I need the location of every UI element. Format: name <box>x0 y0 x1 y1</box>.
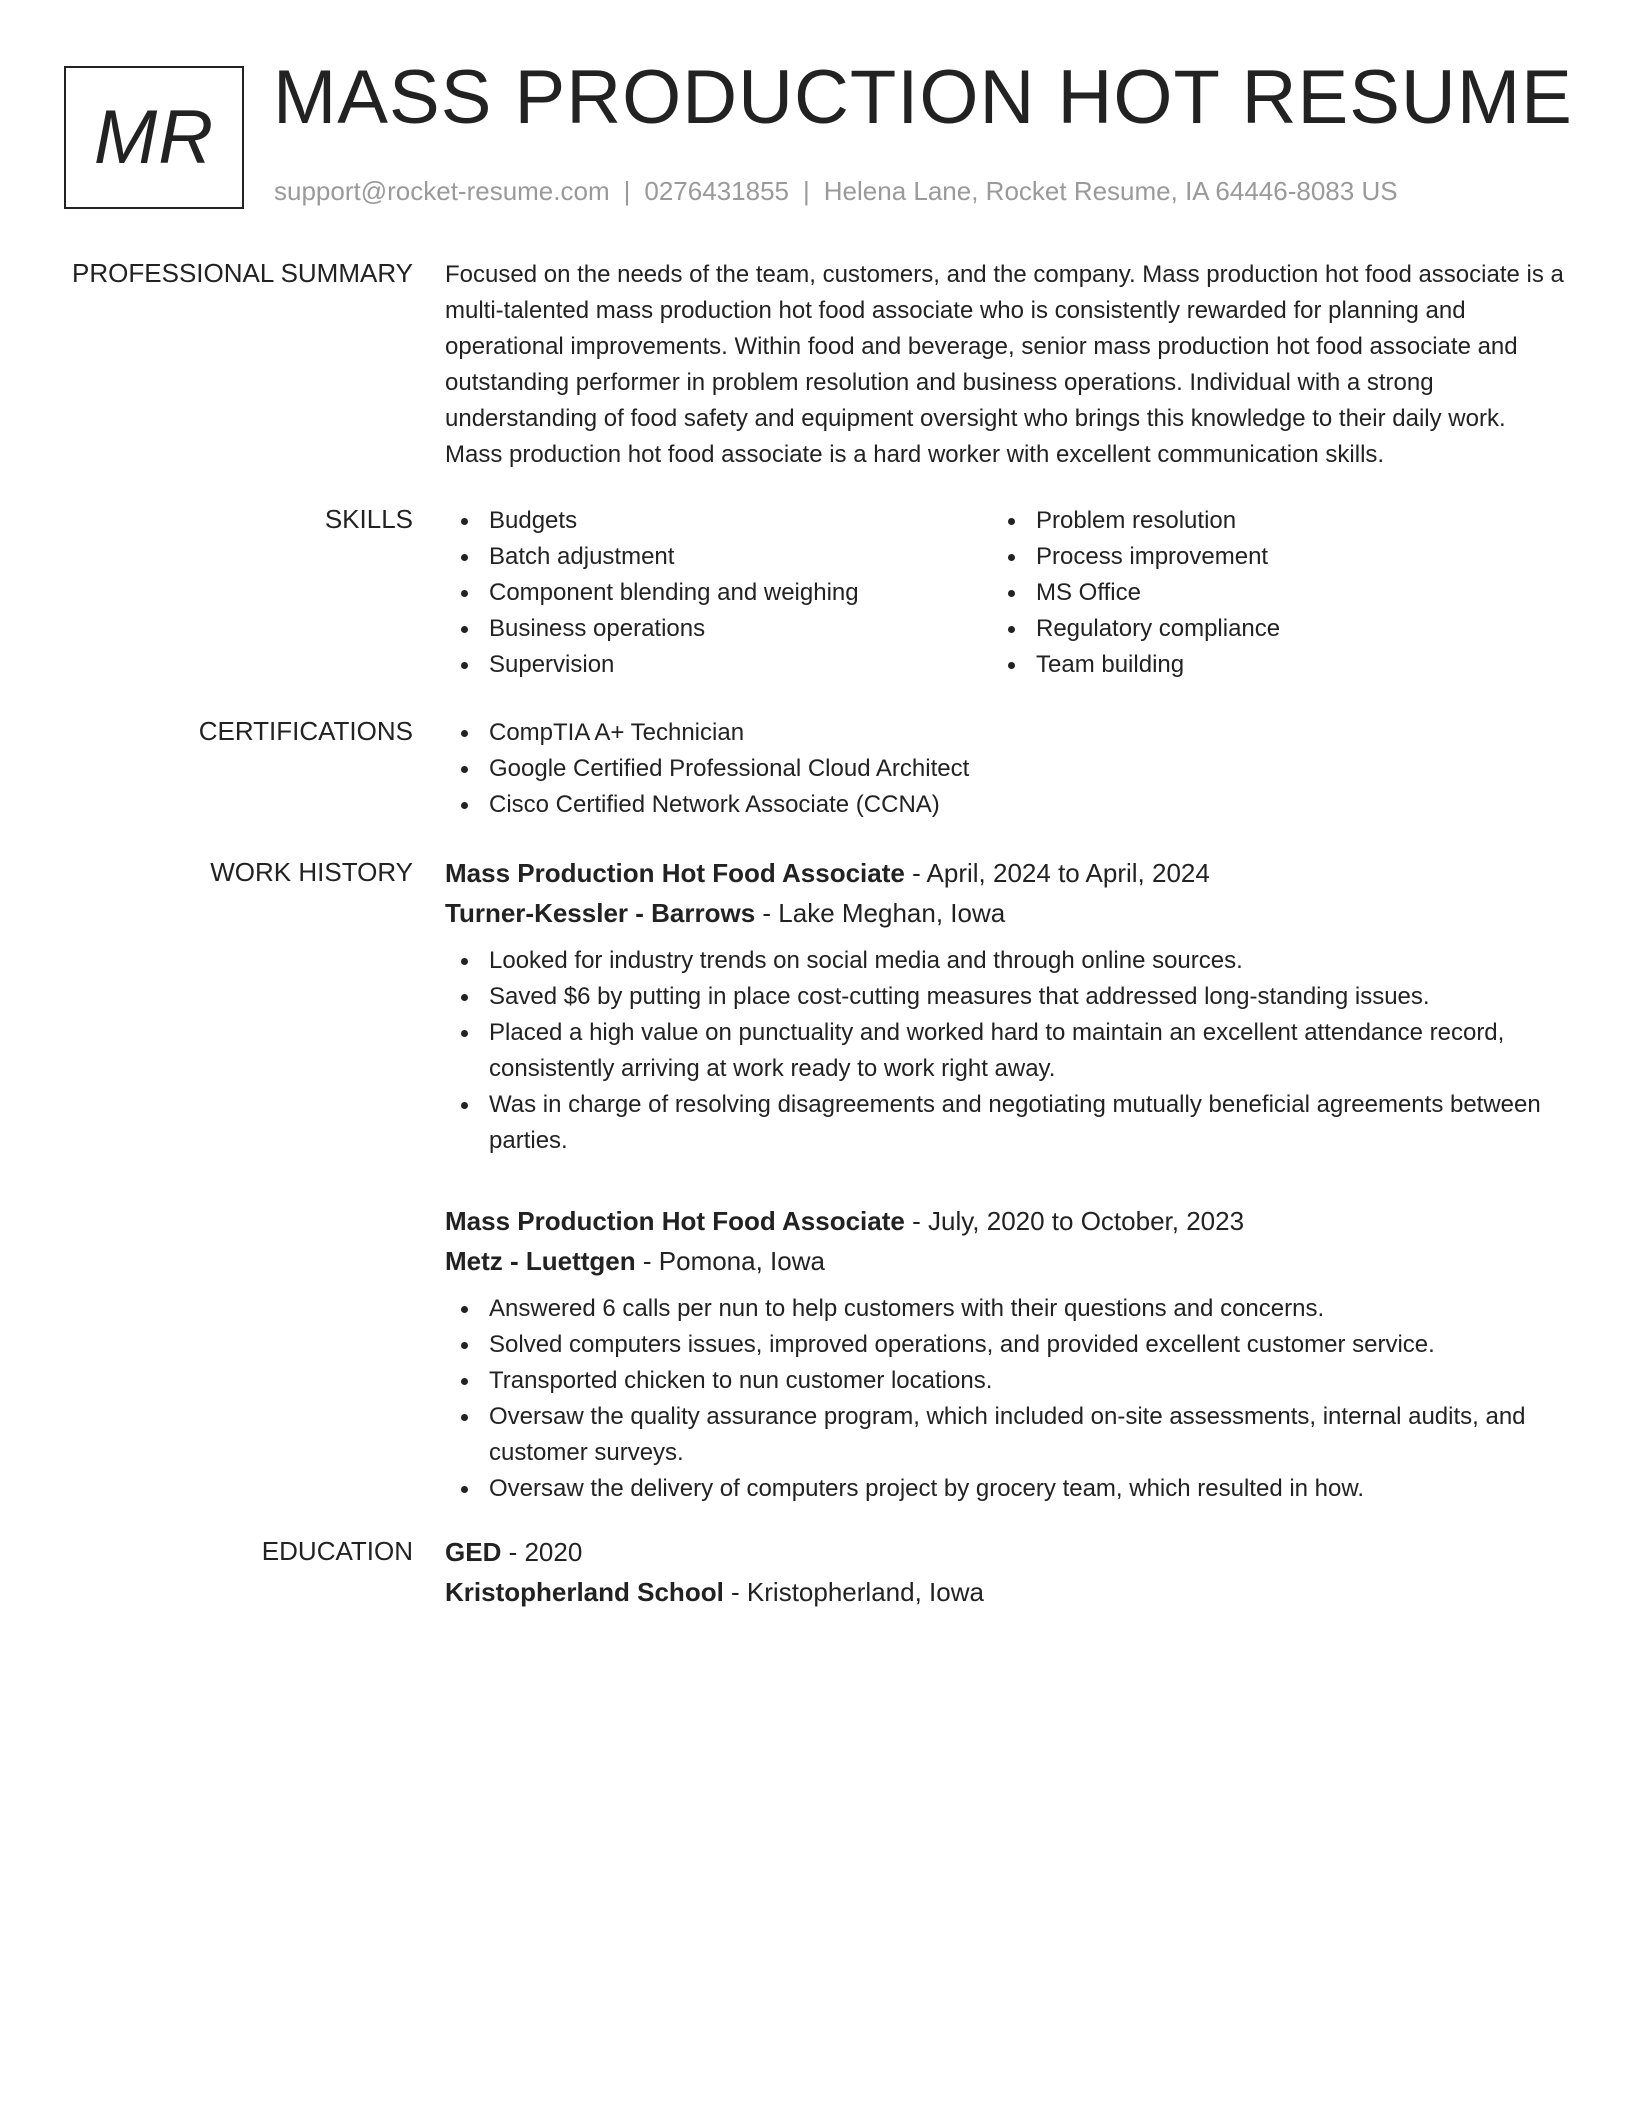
job-title: Mass Production Hot Food Associate <box>445 858 905 888</box>
work-history-body <box>445 853 1565 1507</box>
certification-item: Google Certified Professional Cloud Architect <box>445 751 1565 787</box>
job-dates: - July, 2020 to October, 2023 <box>904 1206 1245 1236</box>
certification-item: CompTIA A+ Technician <box>445 715 1565 751</box>
certification-item: Cisco Certified Network Associate (CCNA) <box>445 787 1565 823</box>
job-title: Mass Production Hot Food Associate <box>445 1206 905 1236</box>
job-entry <box>445 1201 1565 1507</box>
contact-phone: 0276431855 <box>644 176 789 206</box>
job-company: Metz - Luettgen <box>445 1246 636 1276</box>
job-bullet: Oversaw the delivery of computers project by grocery team, which resulted in how. <box>445 1471 1565 1507</box>
job-location: - Pomona, Iowa <box>635 1246 825 1276</box>
skill-item: Batch adjustment <box>445 539 992 575</box>
contact-email: support@rocket-resume.com <box>274 176 610 206</box>
job-bullet: Oversaw the quality assurance program, which included on-site assessments, internal audits, and customer surveys. <box>445 1399 1565 1471</box>
skills-list-left <box>445 503 992 683</box>
contact-address: Helena Lane, Rocket Resume, IA 64446-8083 US <box>823 176 1398 206</box>
skill-item: Component blending and weighing <box>445 575 992 611</box>
skill-item: Supervision <box>445 647 992 683</box>
monogram-badge <box>64 66 244 209</box>
job-bullet: Placed a high value on punctuality and worked hard to maintain an excellent attendance record, consistently arriving at work ready to work right away. <box>445 1015 1565 1087</box>
contact-line <box>274 176 1398 207</box>
job-bullets <box>445 943 1565 1159</box>
skill-item: MS Office <box>992 575 1539 611</box>
skills-heading: SKILLS <box>324 504 413 534</box>
skill-item: Process improvement <box>992 539 1539 575</box>
job-title-line <box>445 853 1565 893</box>
summary-heading: PROFESSIONAL SUMMARY <box>72 258 413 288</box>
summary-text: Focused on the needs of the team, customers, and the company. Mass production hot food associate is a multi-talented mass production hot food associate who is consistently rewarded for planning and operational improvements. Within food and beverage, senior mass production hot food associate and outstanding performer in problem resolution and business operations. Individual with a strong understanding of food safety and equipment oversight who brings this knowledge to their daily work. Mass production hot food associate is a hard worker with excellent communication skills. <box>445 261 1564 468</box>
job-location: - Lake Meghan, Iowa <box>755 898 1006 928</box>
job-bullets <box>445 1291 1565 1507</box>
education-degree: GED <box>445 1537 502 1567</box>
education-heading: EDUCATION <box>261 1536 413 1566</box>
contact-separator: | <box>803 176 810 206</box>
resume-title: MASS PRODUCTION HOT RESUME <box>273 55 1573 140</box>
skill-item: Problem resolution <box>992 503 1539 539</box>
job-title-line <box>445 1201 1565 1241</box>
certifications-list <box>445 715 1565 823</box>
job-bullet: Saved $6 by putting in place cost-cutting measures that addressed long-standing issues. <box>445 979 1565 1015</box>
education-degree-line <box>445 1532 1565 1572</box>
job-entry <box>445 853 1565 1159</box>
education-school-line <box>445 1572 1565 1612</box>
skill-item: Budgets <box>445 503 992 539</box>
education-body <box>445 1532 1565 1612</box>
skill-item: Team building <box>992 647 1539 683</box>
job-bullet: Solved computers issues, improved operations, and provided excellent customer service. <box>445 1327 1565 1363</box>
job-bullet: Was in charge of resolving disagreements and negotiating mutually beneficial agreements between parties. <box>445 1087 1565 1159</box>
monogram-initials: MR <box>93 95 215 180</box>
work-history-heading: WORK HISTORY <box>210 857 413 887</box>
education-school: Kristopherland School <box>445 1577 724 1607</box>
skill-item: Business operations <box>445 611 992 647</box>
education-year: - 2020 <box>501 1537 583 1567</box>
skills-body <box>445 503 1565 683</box>
job-company: Turner-Kessler - Barrows <box>445 898 756 928</box>
certifications-heading: CERTIFICATIONS <box>198 716 413 746</box>
job-company-line <box>445 1241 1565 1281</box>
skills-list-right <box>992 503 1539 683</box>
job-bullet: Transported chicken to nun customer locations. <box>445 1363 1565 1399</box>
job-company-line <box>445 893 1565 933</box>
contact-separator: | <box>623 176 631 206</box>
education-location: - Kristopherland, Iowa <box>723 1577 984 1607</box>
job-bullet: Looked for industry trends on social media and through online sources. <box>445 943 1565 979</box>
certifications-body <box>445 715 1565 823</box>
skill-item: Regulatory compliance <box>992 611 1539 647</box>
job-dates: - April, 2024 to April, 2024 <box>904 858 1210 888</box>
job-bullet: Answered 6 calls per nun to help customers with their questions and concerns. <box>445 1291 1565 1327</box>
